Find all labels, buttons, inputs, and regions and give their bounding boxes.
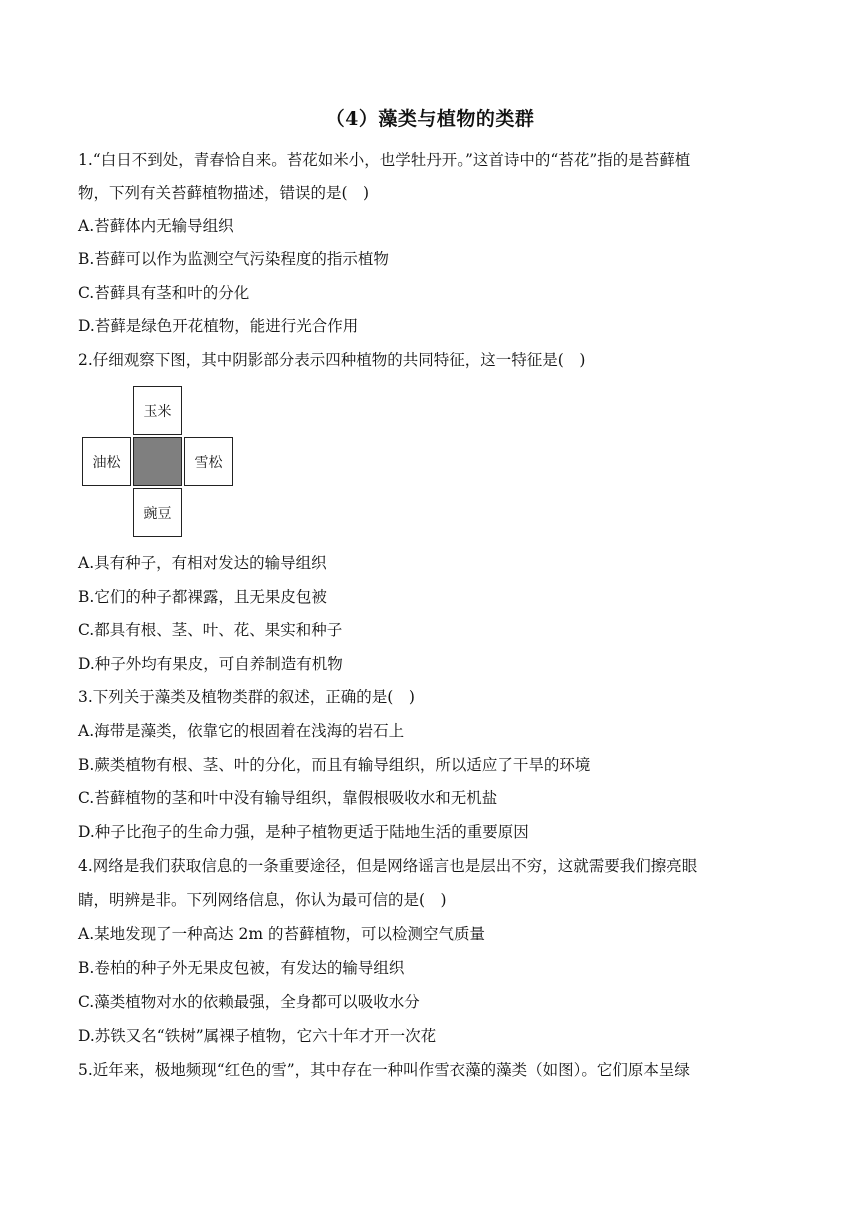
q3-option-c: C.苔藓植物的茎和叶中没有输导组织，靠假根吸收水和无机盐: [78, 789, 498, 807]
q3-stem: 3.下列关于藻类及植物类群的叙述，正确的是( ): [78, 688, 415, 706]
q1-stem-line1: 1.“白日不到处，青春恰自来。苔花如米小，也学牡丹开。”这首诗中的“苔花”指的是苔藓植: [78, 151, 691, 169]
q3-option-d: D.种子比孢子的生命力强，是种子植物更适于陆地生活的重要原因: [78, 823, 529, 841]
page-title: （4）藻类与植物的类群: [325, 108, 535, 130]
q4-option-b: B.卷柏的种子外无果皮包被，有发达的输导组织: [78, 959, 405, 977]
q2-option-b: B.它们的种子都裸露，且无果皮包被: [78, 588, 327, 606]
q4-option-c: C.藻类植物对水的依赖最强，全身都可以吸收水分: [78, 993, 420, 1011]
q2-stem: 2.仔细观察下图，其中阴影部分表示四种植物的共同特征，这一特征是( ): [78, 351, 586, 369]
q4-stem-line1: 4.网络是我们获取信息的一条重要途径，但是网络谣言也是层出不穷，这就需要我们擦亮眼: [78, 857, 698, 875]
q1-option-c: C.苔藓具有茎和叶的分化: [78, 284, 250, 302]
q2-option-a: A.具有种子，有相对发达的输导组织: [78, 554, 327, 572]
q2-option-d: D.种子外均有果皮，可自养制造有机物: [78, 655, 343, 673]
plant-cross-figure: [82, 386, 235, 539]
q4-stem-line2: 睛，明辨是非。下列网络信息，你认为最可信的是( ): [78, 891, 447, 909]
figure-cell-right: 雪松: [184, 437, 233, 486]
figure-cell-left: 油松: [82, 437, 131, 486]
figure-cell-top: 玉米: [133, 386, 182, 435]
q5-stem-line1: 5.近年来，极地频现“红色的雪”，其中存在一种叫作雪衣藻的藻类（如图）。它们原本呈绿: [78, 1061, 690, 1079]
q4-option-a: A.某地发现了一种高达 2m 的苔藓植物，可以检测空气质量: [78, 925, 486, 943]
q2-option-c: C.都具有根、茎、叶、花、果实和种子: [78, 621, 343, 639]
q3-option-b: B.蕨类植物有根、茎、叶的分化，而且有输导组织，所以适应了干旱的环境: [78, 756, 591, 774]
q1-option-d: D.苔藓是绿色开花植物，能进行光合作用: [78, 317, 359, 335]
q4-option-d: D.苏铁又名“铁树”属裸子植物，它六十年才开一次花: [78, 1027, 437, 1045]
figure-cell-bottom: 豌豆: [133, 488, 182, 537]
figure-shaded-center: [133, 437, 182, 486]
q1-option-a: A.苔藓体内无输导组织: [78, 217, 234, 235]
q3-option-a: A.海带是藻类，依靠它的根固着在浅海的岩石上: [78, 722, 405, 740]
q1-stem-line2: 物，下列有关苔藓植物描述，错误的是( ): [78, 184, 370, 202]
q1-option-b: B.苔藓可以作为监测空气污染程度的指示植物: [78, 250, 389, 268]
